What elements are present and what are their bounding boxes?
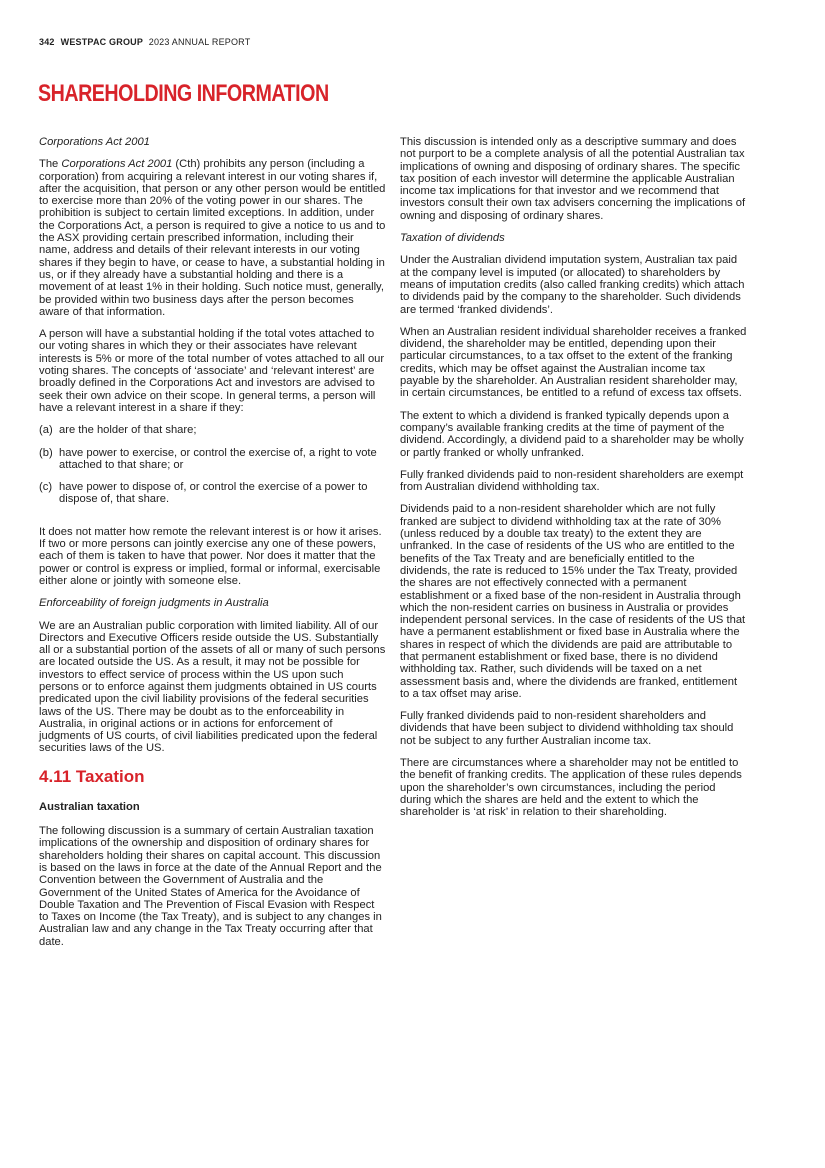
paragraph-franking-extent: The extent to which a dividend is franked typically depends upon a company’s available franking credits at the time of payment of the dividend. Accordingly, a dividend paid to a shareholder may be wholly or partly franked or wholly unfranked.	[400, 409, 744, 459]
subheading-australian-taxation: Australian taxation	[39, 800, 140, 813]
list-item-label: (a)	[39, 424, 53, 437]
paragraph-resident-shareholder: When an Australian resident individual shareholder receives a franked dividend, the shareholder may be entitled, depending upon their particular circumstances, to a tax offset to the extent of the franking credits, which may be offset against the Australian income tax payable by the shareholder. An Australian resident shareholder may, in certain circumstances, be entitled to a refund of excess tax offsets.	[400, 325, 747, 400]
right-column	[400, 136, 747, 829]
paragraph-taxation-summary: The following discussion is a summary of certain Australian taxation implications of the ownership and disposition of ordinary shares for shareholders holding their shares on capital account. This discussion is based on the laws in force at the date of the Annual Report and the Convention between the Government of Australia and the Government of the United States of America for the Avoidance of Double Taxation and The Prevention of Fiscal Evasion with Respect to Taxes on Income (the Tax Treaty), and is subject to any changes in Australian law and any change in the Tax Treaty occurring after that date.	[39, 825, 382, 948]
list-item	[39, 424, 386, 436]
page-header	[39, 37, 250, 47]
section-heading-taxation: 4.11 Taxation	[39, 766, 145, 786]
paragraph-substantial-holding: A person will have a substantial holding if the total votes attached to our voting shares in which they or their associates have relevant interests is 5% or more of the total number of votes attached to all our voting shares. The concepts of ‘associate’ and ‘relevant interest’ are broadly defined in the Corporations Act and investors are advised to seek their own advice on their scope. In general terms, a person will have a relevant interest in a share if they:	[39, 328, 385, 414]
paragraph-descriptive-summary: This discussion is intended only as a descriptive summary and does not purport to be a complete analysis of all the potential Australian tax implications of owning and disposing of ordinary shares. The specific tax position of each investor will determine the applicable Australian income tax implications for that investor and we recommend that investors consult their own tax advisers concerning the implications of owning and disposing of ordinary shares.	[400, 136, 746, 222]
list-item	[39, 447, 386, 472]
left-column	[39, 136, 386, 958]
page-title: SHAREHOLDING INFORMATION	[38, 80, 329, 107]
list-item-text: have power to exercise, or control the exercise of, a right to vote attached to that share; or	[59, 446, 377, 471]
paragraph-imputation-system: Under the Australian dividend imputation system, Australian tax paid at the company level is imputed (or allocated) to shareholders by means of imputation credits (also called franking credits) which attach to dividends paid by the company to the shareholder. Such dividends are termed ‘franked dividends’.	[400, 254, 745, 316]
text-run-italic: Corporations Act 2001	[61, 158, 173, 171]
corporations-act-heading: Corporations Act 2001	[39, 136, 150, 148]
list-item	[39, 481, 386, 506]
enforceability-heading: Enforceability of foreign judgments in Australia	[39, 597, 269, 610]
paragraph-withholding-tax: Dividends paid to a non-resident shareholder which are not fully franked are subject to dividend withholding tax at the rate of 30% (unless reduced by a double tax treaty) to the extent they are unfranked. In the case of residents of the US who are entitled to the benefits of the Tax Treaty and are beneficially entitled to the dividends, the rate is reduced to 15% under the Tax Treaty, provided the shares are not effectively connected with a permanent establishment or a fixed base of the non-resident in Australia through which the non-resident carries on business in Australia or provides independent personal services. In the case of residents of the US that have a permanent establishment or fixed base in Australia where the shares in respect of which the dividends are paid are attributable to that permanent establishment or fixed base, there is no dividend withholding tax. Rather, such dividends will be taxed on a net assessment basis and, where the dividends are franked, entitlement to a tax offset may arise.	[400, 503, 746, 700]
taxation-of-dividends-heading: Taxation of dividends	[400, 232, 505, 245]
text-run: The	[39, 158, 62, 171]
brand-name: WESTPAC GROUP	[60, 37, 144, 47]
page-number: 342	[39, 37, 55, 47]
paragraph-relevant-interest: It does not matter how remote the relevant interest is or how it arises. If two or more persons can jointly exercise any one of these powers, each of them is taken to have that power. Nor does it matter that the power or control is express or implied, formal or informal, exercisable either alone or jointly with someone else.	[39, 525, 382, 587]
paragraph-enforceability: We are an Australian public corporation with limited liability. All of our Directors and Executive Officers reside outside the US. Substantially all or a substantial portion of the assets of all or many of such persons are located outside the US. As a result, it may not be possible for investors to effect service of process within the US upon such persons or to enforce against them judgments obtained in US courts predicated upon the civil liability provisions of the federal securities laws of the US. There may be doubt as to the enforceability in Australia, in original actions or in actions for enforcement of judgments of US courts, of civil liabilities predicated upon the federal securities laws of the US.	[39, 619, 386, 755]
paragraph-corporations-act	[39, 158, 386, 318]
paragraph-fully-franked-exempt: Fully franked dividends paid to non-resident shareholders are exempt from Australian dividend withholding tax.	[400, 468, 744, 494]
paragraph-no-further-tax: Fully franked dividends paid to non-resident shareholders and dividends that have been subject to dividend withholding tax should not be subject to any further Australian income tax.	[400, 710, 734, 747]
list-item-label: (c)	[39, 481, 53, 494]
list-item-label: (b)	[39, 446, 53, 459]
paragraph-franking-circumstances: There are circumstances where a shareholder may not be entitled to the benefit of franking credits. The application of these rules depends upon the shareholder’s own circumstances, including the period during which the shares are held and the extent to which the shareholder is ‘at risk’ in relation to their shareholding.	[400, 757, 742, 819]
text-run: (Cth) prohibits any person (including a corporation) from acquiring a relevant interest in our voting shares if, after the acquisition, that person or any other person would be entitled to exercise more than 20% of the voting power in our shares. The prohibition is subject to certain limited exceptions. In addition, under the Corporations Act, a person is required to give a notice to us and to the ASX providing certain prescribed information, including their name, address and details of their relevant interests in our voting shares if they begin to have, or cease to have, a substantial holding in us, or if they already have a substantial holding and there is a movement of at least 1% in their holding. Such notice must, generally, be provided within two business days after the person becomes aware of that information.	[39, 158, 386, 318]
list-item-text: have power to dispose of, or control the exercise of a power to dispose of, that share.	[59, 481, 368, 506]
report-name: 2023 ANNUAL REPORT	[148, 37, 251, 47]
list-item-text: are the holder of that share;	[59, 424, 197, 437]
